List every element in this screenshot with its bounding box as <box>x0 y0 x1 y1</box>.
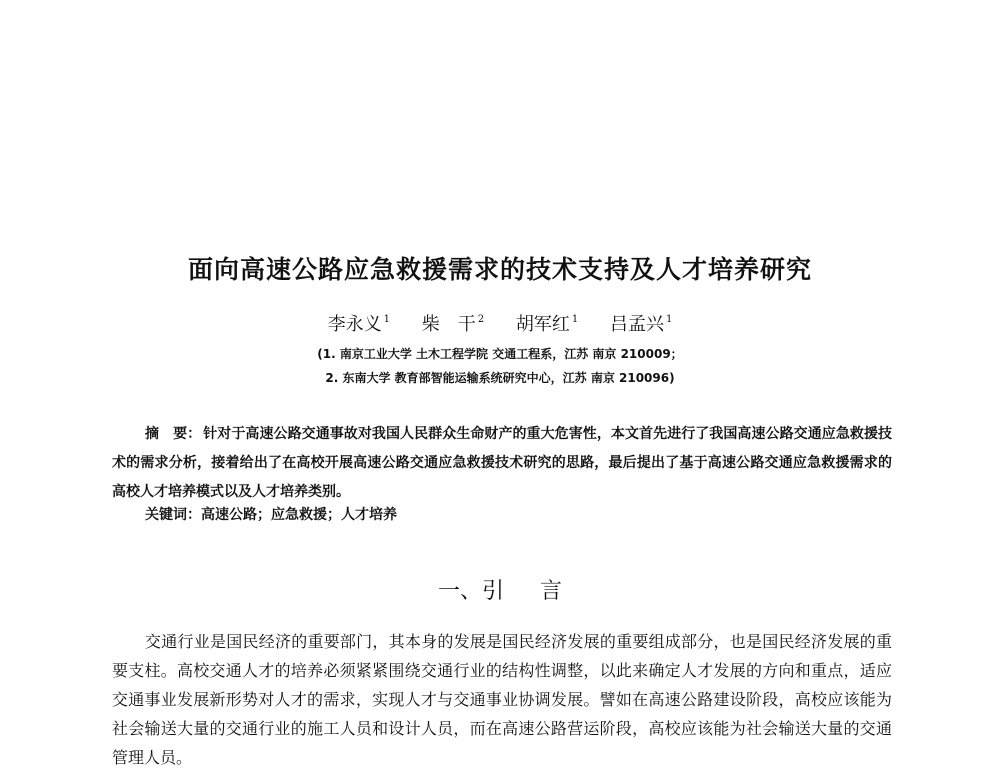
paper-title: 面向高速公路应急救援需求的技术支持及人才培养研究 <box>187 255 812 284</box>
section-number: 一、 <box>437 579 482 604</box>
section-title-part: 引 <box>481 579 504 604</box>
author <box>610 310 672 336</box>
author <box>516 310 578 336</box>
author <box>422 310 484 336</box>
author-list <box>0 310 1000 336</box>
affiliation-line: 2. 东南大学 教育部智能运输系统研究中心，江苏 南京 210096) <box>325 371 675 385</box>
keywords-label: 关键词： <box>145 507 201 523</box>
section-title-part: 言 <box>540 579 563 604</box>
abstract <box>112 420 892 507</box>
author-name: 吕孟兴 <box>609 314 664 335</box>
author-affiliation-mark: 1 <box>383 314 391 325</box>
body-paragraph: 交通行业是国民经济的重要部门，其本身的发展是国民经济发展的重要组成部分，也是国民经济发展的重要支柱。高校交通人才的培养必须紧紧围绕交通行业的结构性调整，以此来确定人才发展的方向和重点，适应交通事业发展新形势对人才的需求，实现人才与交通事业协调发展。譬如在高速公路建设阶段，高校应该能为社会输送大量的交通行业的施工人员和设计人员，而在高速公路营运阶段，高校应该能为社会输送大量的交通管理人员。 <box>112 632 892 767</box>
abstract-text: 针对于高速公路交通事故对我国人民群众生命财产的重大危害性，本文首先进行了我国高速公路交通应急救援技术的需求分析，接着给出了在高校开展高速公路交通应急救援技术研究的思路，最后提出了基于高速公路交通应急救援需求的高校人才培养模式以及人才培养类别。 <box>112 426 893 500</box>
author <box>328 310 390 336</box>
keywords-text: 高速公路；应急救援；人才培养 <box>201 507 397 523</box>
affiliation-line: (1. 南京工业大学 土木工程学院 交通工程系，江苏 南京 210009； <box>317 347 683 361</box>
author-affiliation-mark: 2 <box>477 314 485 325</box>
author-name: 胡军红 <box>515 314 570 335</box>
section-heading <box>0 574 1000 605</box>
author-name: 李永义 <box>327 314 382 335</box>
author-affiliation-mark: 1 <box>571 314 579 325</box>
author-affiliation-mark: 1 <box>665 314 673 325</box>
keywords <box>145 504 397 524</box>
author-name: 柴 干 <box>421 314 476 335</box>
abstract-label: 摘 要： <box>145 426 202 442</box>
